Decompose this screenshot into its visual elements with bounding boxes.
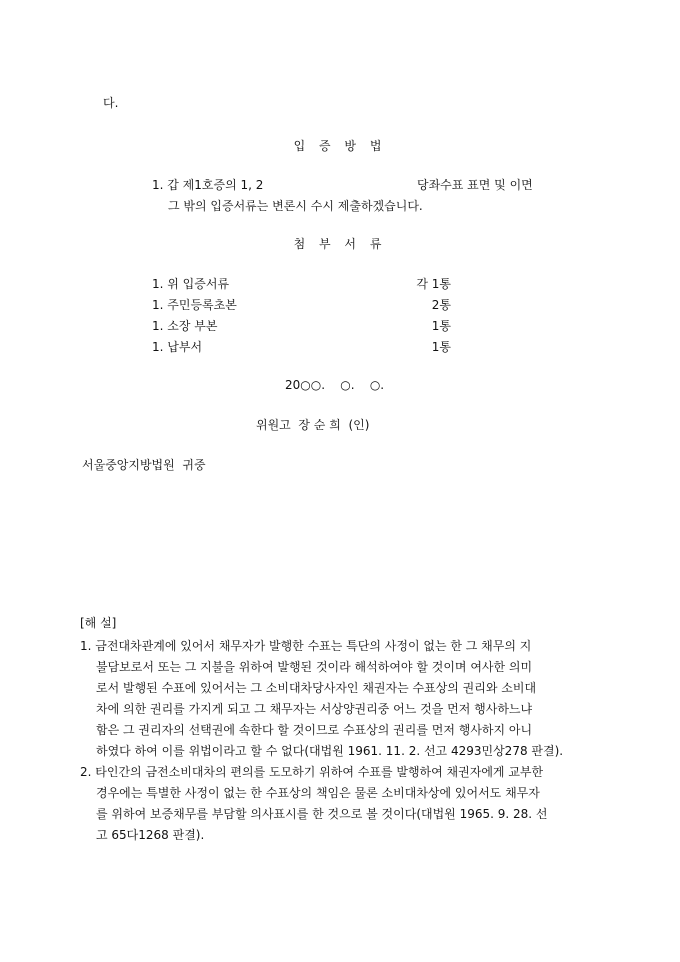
attachment-label: 1. 위 입증서류 — [152, 277, 230, 291]
court-addressee: 서울중앙지방법원 귀중 — [82, 458, 206, 472]
commentary-line: 고 65다1268 판결). — [96, 828, 205, 842]
signature-line: 위원고 장 순 희 (인) — [256, 418, 370, 432]
evidence-heading: 입 증 방 법 — [293, 139, 387, 153]
commentary-line: 불담보로서 또는 그 지불을 위하여 발행된 것이라 해석하여야 할 것이며 여사한 의미 — [96, 660, 533, 674]
commentary-line: 차에 의한 권리를 가지게 되고 그 채무자는 서상양권리중 어느 것을 먼저 행사하느냐 — [96, 702, 533, 716]
evidence-item-description: 당좌수표 표면 및 이면 — [417, 178, 533, 192]
commentary-line: 하였다 하여 이를 위법이라고 할 수 없다(대법원 1961. 11. 2. 선고 4293민상278 판결). — [96, 744, 564, 758]
evidence-note: 그 밖의 입증서류는 변론시 수시 제출하겠습니다. — [168, 199, 423, 213]
document-date: 20○○. ○. ○. — [285, 378, 385, 392]
commentary-line: 함은 그 권리자의 선택권에 속한다 할 것이므로 수표상의 권리를 먼저 행사하지 아니 — [96, 723, 533, 737]
attachment-qty: 각 1통 — [416, 277, 451, 291]
commentary-line: 를 위하여 보증채무를 부담할 의사표시를 한 것으로 볼 것이다(대법원 1965. 9. 28. 선 — [96, 807, 548, 821]
attachments-heading: 첨 부 서 류 — [293, 237, 387, 251]
commentary-heading: [해 설] — [80, 616, 117, 630]
commentary-line: 2. 타인간의 금전소비대차의 편의를 도모하기 위하여 수표를 발행하여 채권자에게 교부한 — [80, 765, 544, 779]
commentary-line: 로서 발행된 수표에 있어서는 그 소비대차당사자인 채권자는 수표상의 권리와 소비대 — [96, 681, 537, 695]
evidence-item-label: 1. 갑 제1호증의 1, 2 — [152, 178, 264, 192]
commentary-line: 경우에는 특별한 사정이 없는 한 수표상의 책임은 물론 소비대차상에 있어서도 채무자 — [96, 786, 540, 800]
top-fragment: 다. — [103, 96, 119, 110]
attachment-label: 1. 소장 부본 — [152, 319, 218, 333]
attachment-label: 1. 납부서 — [152, 340, 203, 354]
attachment-qty: 1통 — [431, 340, 451, 354]
commentary-line: 1. 금전대차관계에 있어서 채무자가 발행한 수표는 특단의 사정이 없는 한 그 채무의 지 — [80, 639, 532, 653]
attachment-qty: 1통 — [431, 319, 451, 333]
attachment-qty: 2통 — [431, 298, 451, 312]
attachment-label: 1. 주민등록초본 — [152, 298, 237, 312]
